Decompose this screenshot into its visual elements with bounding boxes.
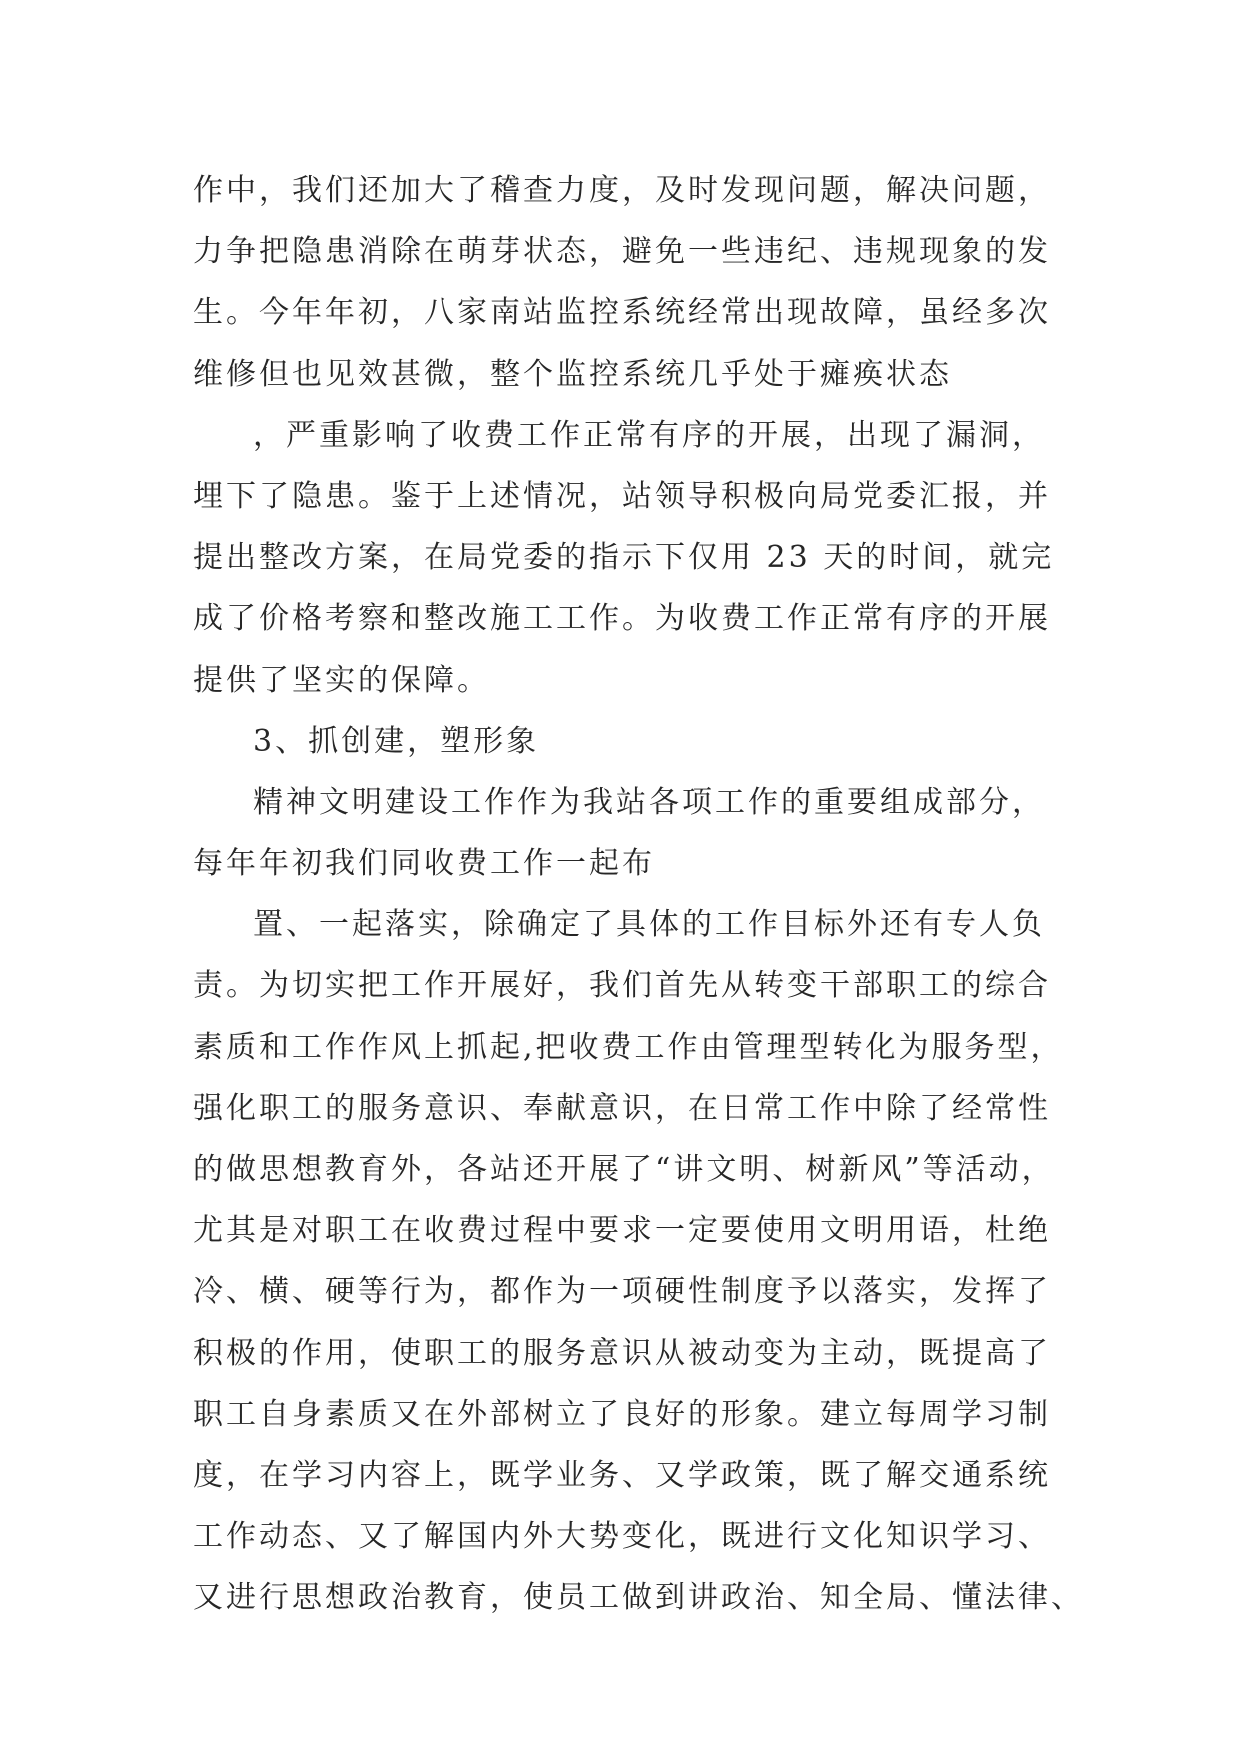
text-line: 职工自身素质又在外部树立了良好的形象。建立每周学习制 bbox=[193, 1396, 1051, 1432]
text-line: 生。今年年初，八家南站监控系统经常出现故障，虽经多次 bbox=[193, 295, 1051, 331]
text-line: 尤其是对职工在收费过程中要求一定要使用文明用语，杜绝 bbox=[193, 1213, 1051, 1249]
paragraph-start-line: 精神文明建设工作作为我站各项工作的重要组成部分， bbox=[253, 784, 1045, 820]
paragraph-start-line: ，严重影响了收费工作正常有序的开展，出现了漏洞， bbox=[253, 417, 1045, 453]
text-line: 强化职工的服务意识、奉献意识，在日常工作中除了经常性 bbox=[193, 1090, 1051, 1126]
text-line: 提出整改方案，在局党委的指示下仅用 23 天的时间，就完 bbox=[193, 540, 1055, 576]
text-line: 埋下了隐患。鉴于上述情况，站领导积极向局党委汇报，并 bbox=[193, 478, 1051, 514]
body-text bbox=[193, 160, 1084, 1629]
text-line: 维修但也见效甚微，整个监控系统几乎处于瘫痪状态 bbox=[193, 356, 952, 392]
text-line: 素质和工作作风上抓起,把收费工作由管理型转化为服务型， bbox=[193, 1029, 1064, 1065]
text-line: 每年年初我们同收费工作一起布 bbox=[193, 846, 655, 882]
paragraph-start-line: 置、一起落实，除确定了具体的工作目标外还有专人负 bbox=[253, 907, 1045, 943]
text-line: 的做思想教育外，各站还开展了“讲文明、树新风”等活动， bbox=[193, 1152, 1055, 1187]
section-heading: 3、抓创建，塑形象 bbox=[253, 723, 540, 759]
text-line: 责。为切实把工作开展好，我们首先从转变干部职工的综合 bbox=[193, 968, 1051, 1004]
text-line: 提供了坚实的保障。 bbox=[193, 662, 490, 698]
text-line: 力争把隐患消除在萌芽状态，避免一些违纪、违规现象的发 bbox=[193, 234, 1051, 270]
text-line: 冷、横、硬等行为，都作为一项硬性制度予以落实，发挥了 bbox=[193, 1274, 1051, 1310]
text-line: 又进行思想政治教育，使员工做到讲政治、知全局、懂法律、 bbox=[193, 1580, 1084, 1616]
text-line: 工作动态、又了解国内外大势变化，既进行文化知识学习、 bbox=[193, 1519, 1051, 1555]
text-line: 作中，我们还加大了稽查力度，及时发现问题，解决问题， bbox=[193, 173, 1051, 208]
text-line: 成了价格考察和整改施工工作。为收费工作正常有序的开展 bbox=[193, 601, 1051, 637]
text-line: 度，在学习内容上，既学业务、又学政策，既了解交通系统 bbox=[193, 1457, 1051, 1493]
text-line: 积极的作用，使职工的服务意识从被动变为主动，既提高了 bbox=[193, 1335, 1051, 1371]
